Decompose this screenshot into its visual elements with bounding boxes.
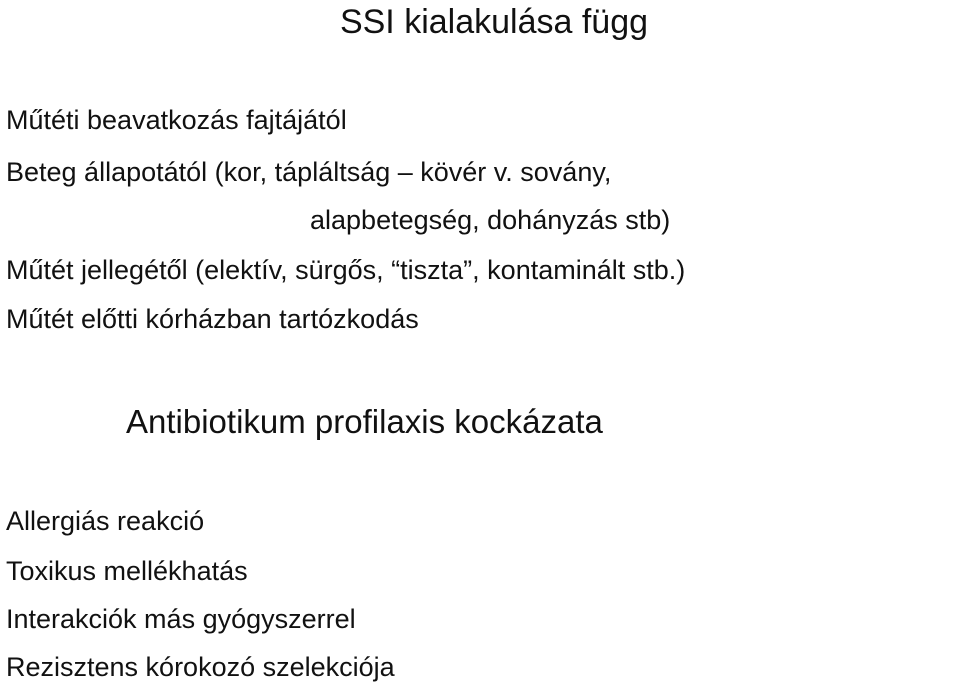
factor-line-surgery-type: Műtéti beavatkozás fajtájától xyxy=(6,105,347,135)
risk-line-toxic-side-effect: Toxikus mellékhatás xyxy=(6,556,248,586)
slide-title: SSI kialakulása függ xyxy=(339,3,649,41)
risk-line-drug-interactions: Interakciók más gyógyszerrel xyxy=(6,604,356,634)
factor-line-patient-condition-continued: alapbetegség, dohányzás stb) xyxy=(310,205,671,235)
risk-line-resistant-pathogen-selection: Rezisztens kórokozó szelekciója xyxy=(6,652,395,682)
factor-line-patient-condition: Beteg állapotától (kor, tápláltság – kövér v. sovány, xyxy=(6,157,612,187)
factor-line-preop-hospital-stay: Műtét előtti kórházban tartózkodás xyxy=(6,304,419,334)
factor-line-surgery-nature: Műtét jellegétől (elektív, sürgős, “tiszta”, kontaminált stb.) xyxy=(6,255,686,285)
risk-line-allergy: Allergiás reakció xyxy=(6,506,205,536)
section-title: Antibiotikum profilaxis kockázata xyxy=(126,403,603,440)
